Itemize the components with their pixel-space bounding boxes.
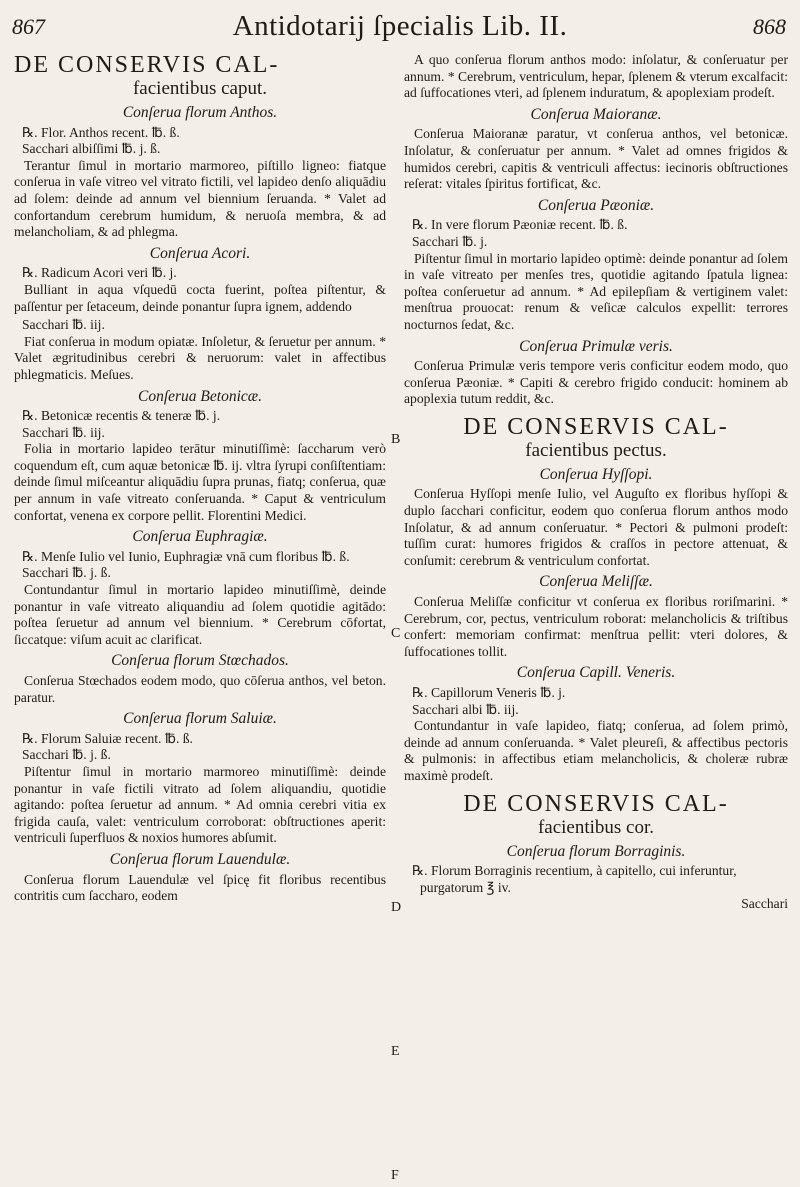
recipe-title: Conſerua florum Saluiæ. <box>123 710 277 728</box>
right-column <box>404 52 788 913</box>
page-number-left: 867 <box>12 14 45 39</box>
ingredient-line: ℞. Radicum Acori veri ℔. j. <box>22 265 177 281</box>
recipe-title: Conſerua Maioranæ. <box>530 105 662 123</box>
paragraph: Piſtentur ſimul in mortario marmoreo minutiſſimè: deinde ponantur in vaſe fictili vitrato ad ſolem aliquandiu, quotidie agitando: poſtea ſeruetur ad annum. * Ad omnia cerebri vitia ex frigida cauſa, valet: ventriculum corroborat: obſtructiones aperit: ventriculi ſuperfluos & noxios humores abſumit. <box>14 763 386 846</box>
ingredient-line: Sacchari albi ℔. iij. <box>412 701 519 717</box>
recipe-title: Conſerua Pæoniæ. <box>537 196 655 214</box>
ingredient-line: Sacchari albiſſimi ℔. j. ß. <box>22 141 161 157</box>
section-subheading: facientibus cor. <box>537 816 655 838</box>
page-number-right: 868 <box>753 14 786 39</box>
paragraph: Conſerua Stœchados eodem modo, quo cōſerua anthos, vel beton. paratur. <box>14 673 386 705</box>
section-subheading-caput: facientibus caput. <box>132 78 267 99</box>
paragraph: Contundantur in vaſe lapideo, fiatq; conſerua, ad ſolem primò, deinde ad annum conſeruanda. * Valet pleureſi, & affectibus pectoris & pulmonis: in affectibus etiam melancholicis, & choleræ rubræ maximè prodeſt. <box>404 718 788 783</box>
recipe-title: Conſerua Acori. <box>149 244 251 262</box>
recipe-title: Conſerua florum Anthos. <box>122 104 278 121</box>
recipe-title: Conſerua Euphragiæ. <box>132 528 268 546</box>
margin-letter-e: E <box>391 1044 400 1059</box>
ingredient-line: ℞. Florum Saluiæ recent. ℔. ß. <box>22 730 193 746</box>
recipe-title: Conſerua Meliſſæ. <box>539 573 653 591</box>
ingredient-line: Sacchari ℔. j. <box>412 233 488 249</box>
paragraph: Conſerua Primulæ veris tempore veris conficitur eodem modo, quo conſerua Pæoniæ. * Capiti & cerebro frigido conducit: hominem ab apoplexia tutum reddit, &c. <box>404 358 788 407</box>
paragraph: Conſerua Meliſſæ conficitur vt conſerua ex floribus roriſmarini. * Cerebrum, cor, pectus, ventriculum roborat: melancholicis & triſtibus confert: memoriam confirmat: menſtrua pellit: vteri dolores, & ſuffocationes tollit. <box>404 594 788 659</box>
running-title: Antidotarij ſpecialis Lib. II. <box>232 10 568 42</box>
paragraph: A quo conſerua florum anthos modo: inſolatur, & conſeruatur per annum. * Cerebrum, ventriculum, hepar, ſplenem & vterum excalfacit: ad ſuffocationes vteri, ad ſplenem induratum, & apoplexiam prodeſt. <box>404 52 788 101</box>
ingredient-line: ℞. Capillorum Veneris ℔. j. <box>412 685 566 700</box>
ingredient-line: ℞. In vere florum Pæoniæ recent. ℔. ß. <box>412 217 628 233</box>
ingredient-line: ℞. Flor. Anthos recent. ℔. ß. <box>22 124 180 140</box>
ingredient-line: Sacchari ℔. iij. <box>22 424 105 440</box>
recipe-title: Conſerua Capill. Veneris. <box>516 664 676 682</box>
running-head <box>0 10 800 46</box>
paragraph: Conſerua Hyſſopi menſe Iulio, vel Auguſto ex floribus hyſſopi & duplo ſacchari conficitur, eodem quo conſerua florum anthos modo Inſolatur, & ad annum conſeruatur. * Pectori & pulmoni prodeſt: tuſſim curat: humores frigidos & craſſos in pectore attenuat, & conſumit: cerebrum & ventriculum confortat. <box>404 486 788 568</box>
ingredient-line: ℞. Florum Borraginis recentium, à capitello, cui inferuntur, purgatorum ℥ iv. <box>412 863 737 895</box>
paragraph: Fiat conſerua in modum opiatæ. Inſoletur, & ſeruetur per annum. * Valet ægritudinibus cerebri & neruorum: valet in affectibus phlegmaticis. Meſues. <box>14 333 386 382</box>
left-column <box>14 52 386 907</box>
paragraph: Contundantur ſimul in mortario lapideo minutiſſimè, deinde ponantur in vaſe vitreato aliquandiu ad ſolem quotidie agitādo: poſtea ſeruetur ad annum vel biennium. * Cerebrum cōfortat, ſiccatque: viſum acuit ac clarificat. <box>14 582 386 647</box>
ingredient-line: ℞. Betonicæ recentis & teneræ ℔. j. <box>22 408 221 424</box>
recipe-title: Conſerua florum Lauendulæ. <box>109 850 291 868</box>
recipe-title: Conſerua florum Borraginis. <box>506 842 686 860</box>
section-heading: DE CONSERVIS CAL- <box>463 790 729 817</box>
paragraph: Bulliant in aqua vſquedū cocta fuerint, poſtea piſtentur, & paſſentur per ſetaceum, deinde ponantur ſupra ignem, addendo <box>14 281 386 314</box>
ingredient-line: Sacchari ℔. iij. <box>22 317 105 333</box>
ingredient-line: Sacchari ℔. j. ß. <box>22 747 111 763</box>
ingredient-line: Sacchari ℔. j. ß. <box>22 565 111 581</box>
recipe-title: Conſerua Hyſſopi. <box>539 465 653 483</box>
section-heading: DE CONSERVIS CAL- <box>463 413 729 440</box>
ingredient-line: ℞. Menſe Iulio vel Iunio, Euphragiæ vnā cum floribus ℔. ß. <box>22 548 350 564</box>
paragraph: Folia in mortario lapideo terātur minutiſſimè: ſaccharum verò coquendum eſt, cum aquæ betonicæ ℔. ij. vltra ſyrupi conſiſtentiam: deinde ſimul miſceantur aliquādiu ſupra prunas, fiatq; conſerua, quæ per annum in vaſe vitreato conſeruanda. * Caput & ventriculum confortat, venena ex corpore pellit. Florentini Medici. <box>14 441 386 523</box>
section-heading-caput: DE CONSERVIS CAL- <box>14 52 280 78</box>
paragraph: Terantur ſimul in mortario marmoreo, piſtillo ligneo: fiatque conſerua in vaſe vitreo vel vitrato fictili, vel lapideo denſo aliquādiu ad ſolem: deinde ad annum vel biennium ſeruanda. * Valet ad confortandum cerebrum humidum, & neruoſa membra, & ad melancholiam, & ad phlegma. <box>14 157 386 240</box>
paragraph: Conſerua florum Lauendulæ vel ſpicę fit floribus recentibus contritis cum ſaccharo, eodem <box>14 871 386 904</box>
recipe-title: Conſerua Primulæ veris. <box>519 337 673 355</box>
margin-letter-b: B <box>391 432 401 447</box>
paragraph: Conſerua Maioranæ paratur, vt conſerua anthos, vel betonicæ. Inſolatur, & conſeruatur per annum. * Valet ad omnes frigidos & humidos cerebri, capitis & ventriculi affectus: iecinoris obſtructiones reſerat: vitales ſpiritus fortificat, &c. <box>404 126 788 192</box>
recipe-title: Conſerua Betonicæ. <box>138 387 262 405</box>
margin-letter-f: F <box>391 1168 399 1183</box>
recipe-title: Conſerua florum Stœchados. <box>111 652 289 670</box>
margin-letter-c: C <box>391 626 401 641</box>
section-subheading: facientibus pectus. <box>525 439 667 461</box>
margin-letter-d: D <box>391 900 402 915</box>
catchword: Sacchari <box>741 896 788 912</box>
paragraph: Piſtentur ſimul in mortario lapideo optimè: deinde ponantur ad ſolem in vaſe vitreato per menſes tres, quotidie agitando ſpatula lignea: poſtea conſeruetur ad annum. * Ad epilepſiam & vertiginem valet: menſtrua prouocat: renum & veſicæ calculos expellit: terrores nocturnos ſedat, &c. <box>404 250 788 332</box>
